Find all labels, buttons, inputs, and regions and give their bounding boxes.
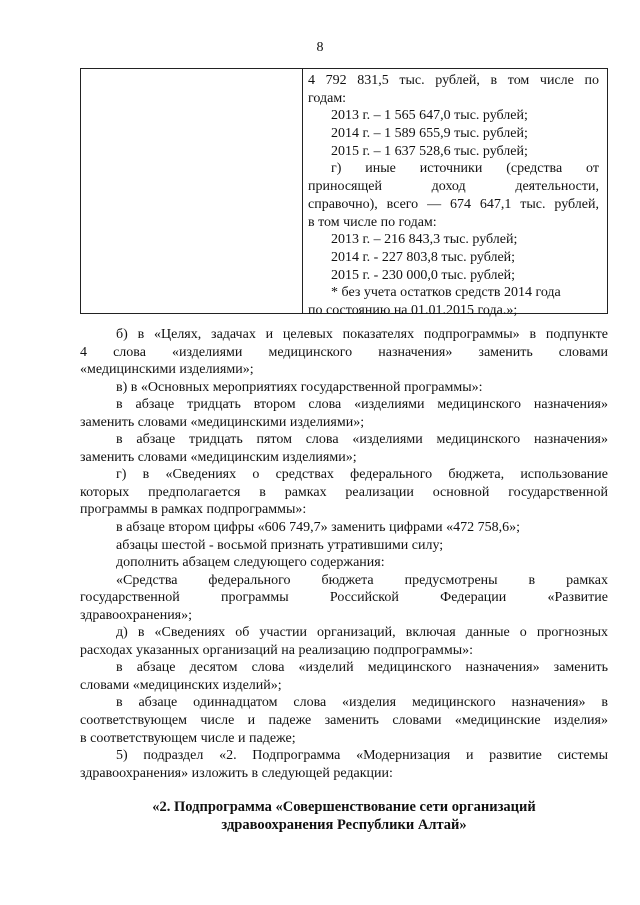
paragraph-line: в абзаце десятом слова «изделий медицинского назначения» заменить [116, 660, 608, 676]
paragraph-line: в) в «Основных мероприятиях государственной программы»: [116, 379, 483, 395]
table-line: справочно), всего — 674 647,1 тыс. рублей, [308, 196, 599, 212]
paragraph-line: заменить словами «медицинскими изделиями»; [80, 414, 365, 430]
paragraph-line: «медицинскими изделиями»; [80, 362, 254, 378]
table-line: годам: [308, 90, 347, 106]
section-heading-line: «2. Подпрограмма «Совершенствование сети организаций [152, 799, 536, 815]
paragraph-line: соответствующем числе и падеже заменить словами «медицинские изделия» [80, 713, 608, 729]
page-number: 8 [316, 40, 324, 55]
paragraph-line: которых предполагается в рамках реализации основной государственной [80, 484, 608, 500]
paragraph-line: б) в «Целях, задачах и целевых показателях подпрограммы» в подпункте [116, 327, 608, 342]
paragraph-line: здравоохранения»; [80, 607, 193, 623]
paragraph-line: в абзаце тридцать пятом слова «изделиями медицинского назначения» [116, 432, 608, 448]
paragraph-line: заменить словами «медицинским изделиями»; [80, 449, 357, 465]
table-line: 2013 г. – 216 843,3 тыс. рублей; [331, 232, 518, 248]
paragraph-line: программы в рамках подпрограммы»: [80, 502, 307, 518]
table-cell-left-empty [81, 69, 303, 313]
paragraph-line: в соответствующем числе и падеже; [80, 730, 296, 746]
paragraph-line: г) в «Сведениях о средствах федерального бюджета, использование [116, 467, 608, 483]
table-line: 2015 г. - 230 000,0 тыс. рублей; [331, 267, 516, 283]
table-line: г) иные источники (средства от [331, 161, 599, 177]
paragraph-line: здравоохранения» изложить в следующей редакции: [80, 765, 393, 781]
table-cell-right [303, 69, 607, 318]
table-line: 2013 г. – 1 565 647,0 тыс. рублей; [331, 108, 528, 124]
paragraph-line: д) в «Сведениях об участии организаций, включая данные о прогнозных [116, 625, 608, 641]
paragraph-line: 5) подраздел «2. Подпрограмма «Модернизация и развитие системы [116, 748, 608, 764]
paragraph-line: дополнить абзацем следующего содержания: [116, 555, 385, 571]
table-line: по состоянию на 01.01.2015 года.»; [308, 302, 518, 318]
paragraph-line: расходах указанных организаций на реализацию подпрограммы»: [80, 642, 474, 658]
paragraph-line: государственной программы Российской Федерации «Развитие [80, 590, 608, 606]
table-line: 2015 г. – 1 637 528,6 тыс. рублей; [331, 143, 528, 159]
table-line: 4 792 831,5 тыс. рублей, в том числе по [308, 73, 599, 88]
table-line: 2014 г. – 1 589 655,9 тыс. рублей; [331, 126, 528, 142]
document-body [80, 326, 608, 782]
table-line: приносящей доход деятельности, [308, 179, 599, 195]
paragraph-line: в абзаце тридцать втором слова «изделиями медицинского назначения» [116, 397, 608, 413]
section-heading-line: здравоохранения Республики Алтай» [221, 817, 467, 833]
table-line: в том числе по годам: [308, 214, 437, 230]
table-line: 2014 г. - 227 803,8 тыс. рублей; [331, 249, 516, 265]
paragraph-line: в абзаце одиннадцатом слова «изделия медицинского назначения» в [116, 695, 608, 711]
section-heading [80, 798, 608, 834]
paragraph-line: 4 слова «изделиями медицинского назначения» заменить словами [80, 344, 608, 360]
paragraph-line: словами «медицинских изделий»; [80, 677, 282, 693]
paragraph-line: в абзаце втором цифры «606 749,7» заменить цифрами «472 758,6»; [116, 520, 520, 536]
paragraph-line: «Средства федерального бюджета предусмотрены в рамках [116, 572, 608, 588]
budget-table [80, 68, 608, 318]
table-line: * без учета остатков средств 2014 года [331, 285, 561, 301]
paragraph-line: абзацы шестой - восьмой признать утратившими силу; [116, 537, 444, 553]
